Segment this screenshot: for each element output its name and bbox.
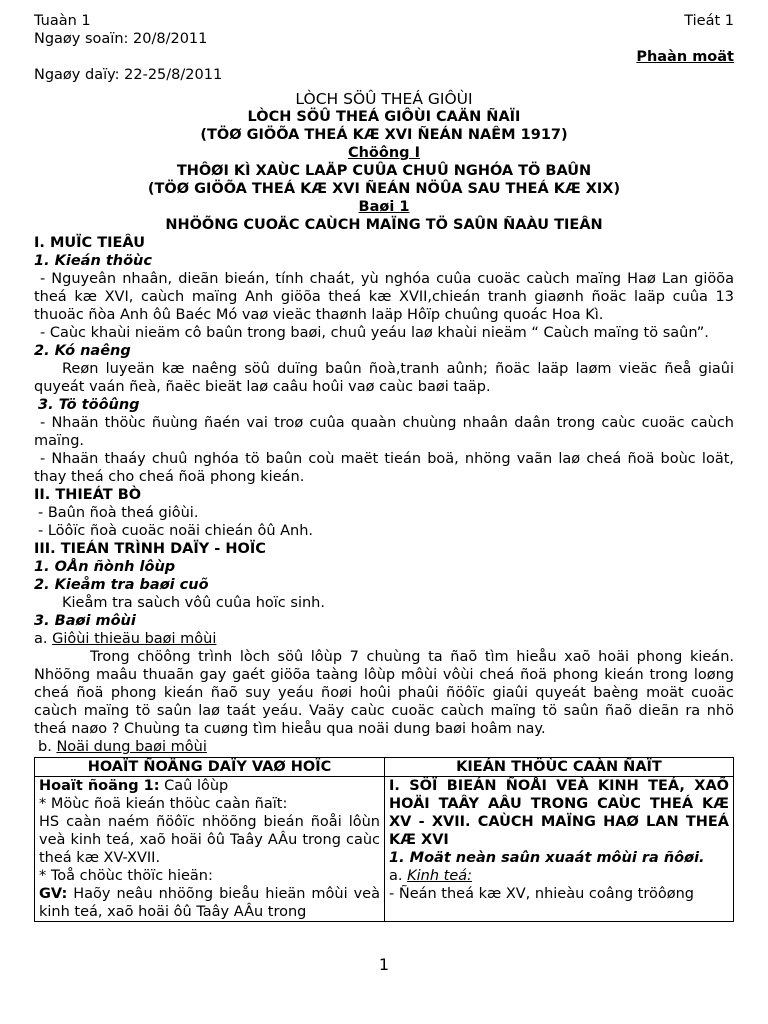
activity-line (39, 777, 380, 795)
title-period: (TÖØ GIÖÕA THEÁ KÆ XVI ÑEÁN NAÊM 1917) (200, 127, 568, 143)
col-activities-header: HOAÏT ÑOÄNG DAÏY VAØ HOÏC (35, 758, 385, 777)
teach-date: Ngaøy daïy: 22-25/8/2011 (34, 67, 223, 83)
knowledge-item-1: - Nguyeân nhaân, dieãn bieán, tính chaát, yù nghóa cuûa cuoäc caùch maïng Haø Lan giöõa theá kæ XVI, caùch maïng Anh giöõa theá kæ XVII,chieán tranh giaønh ñoäc laäp cuûa 13 thuoäc ñòa Anh ôû Baéc Mó vaø vieäc thaønh laäp Hôïp chuûng quoác Hoa Kì. (34, 271, 734, 323)
skills-text: Reøn luyeän kæ naêng söû duïng baûn ñoà,tranh aûnh; ñoäc laäp laøm vieäc ñeå giaûi quyeát vaán ñeà, ñaëc bieät laø caâu hoûi vaø caùc baøi taäp. (34, 361, 734, 395)
lesson-label: Baøi 1 (358, 199, 410, 215)
attitude-item-2: - Nhaän thaáy chuû nghóa tö baûn coù maët tieán boä, nhöng vaãn laø cheá ñoä boùc loät, thay theá cho cheá ñoä phong kieán. (34, 451, 734, 485)
organization-heading: * Toå chöùc thöïc hieän: (39, 868, 213, 884)
economy-prefix: a. (389, 868, 408, 884)
attitude-item-1: - Nhaän thöùc ñuùng ñaén vai troø cuûa quaàn chuùng nhaân daân trong caùc cuoäc caùch maïng. (34, 415, 734, 449)
table-header-row (35, 758, 734, 777)
chapter-title: THÔØI KÌ XAÙC LAÄP CUÛA CHUÛ NGHÓA TÖ BAÛN (176, 163, 592, 179)
chapter-subtitle: (TÖØ GIÖÕA THEÁ KÆ XVI ÑEÁN NÖÛA SAU THEÁ KÆ XIX) (147, 181, 621, 197)
chapter-label: Chöông I (347, 145, 421, 161)
teacher-label: GV: (39, 886, 68, 902)
step-1-heading: 1. OÅn ñònh lôùp (34, 559, 176, 575)
content-label: Noäi dung baøi môùi (56, 739, 207, 755)
knowledge-subheading: 1. Moät neàn saûn xuaát môùi ra ñôøi. (389, 850, 705, 866)
intro-label-row (34, 630, 734, 648)
knowledge-cell (385, 777, 734, 922)
requirement-heading: * Möùc ñoä kieán thöùc caàn ñaït: (39, 796, 288, 812)
knowledge-heading: 1. Kieán thöùc (34, 253, 152, 269)
attitude-heading: 3. Tö töôûng (38, 397, 140, 413)
table-row (35, 777, 734, 922)
economy-label: Kinh teá: (407, 868, 473, 884)
period-label: Tieát 1 (684, 13, 734, 29)
section-objectives-heading: I. MUÏC TIEÂU (34, 235, 145, 251)
title-modern: LÒCH SÖÛ THEÁ GIÔÙI CAÄN ÑAÏI (247, 109, 521, 125)
compose-date: Ngaøy soaïn: 20/8/2011 (34, 31, 208, 47)
week-label: Tuaàn 1 (34, 13, 91, 29)
section-process-heading: III. TIEÁN TRÌNH DAÏY - HOÏC (34, 541, 266, 557)
step-2-text: Kieåm tra saùch vôû cuûa hoïc sinh. (62, 595, 325, 611)
lesson-table (34, 757, 734, 922)
teacher-question (39, 885, 380, 921)
intro-prefix: a. (34, 631, 53, 647)
activities-cell (35, 777, 385, 922)
activity-label: Hoaït ñoäng 1: (39, 778, 160, 794)
knowledge-section-heading: I. SÖÏ BIEÁN ÑOÅI VEÀ KINH TEÁ, XAÕ HOÄI TAÂY AÂU TRONG CAÙC THEÁ KÆ XV - XVII. CAÙCH MAÏNG HAØ LAN THEÁ KÆ XVI (389, 778, 729, 848)
economy-text: - Ñeán theá kæ XV, nhieàu coâng tröôøng (389, 886, 694, 902)
equipment-item-1: - Baûn ñoà theá giôùi. (38, 505, 199, 521)
teacher-question-text: Haõy neâu nhöõng bieåu hieän môùi veà kinh teá, xaõ hoäi ôû Taây AÂu trong (39, 886, 380, 920)
intro-label: Giôùi thieäu baøi môùi (52, 631, 217, 647)
content-label-row (34, 738, 734, 756)
intro-paragraph: Trong chöông trình lòch söû lôùp 7 chuùng ta ñaõ tìm hieåu xaõ hoäi phong kieán. Nhöõng maâu thuaãn gay gaét giöõa taàng lôùp môùi vôùi cheá ñoä phong kieán trong loøng cheá ñoä phong kieán ñaõ suy yeáu ñoøi hoûi phaûi ñöôïc giaûi quyeát baèng moät cuoäc caùch maïng tö saûn laø taát yeáu. Vaäy caùc cuoäc caùch maïng tö saûn ñaõ dieãn ra nhö theá naøo ? Chuùng ta cuøng tìm hieåu qua noäi dung baøi hoâm nay. (34, 649, 734, 737)
skills-heading: 2. Kó naêng (34, 343, 131, 359)
equipment-item-2: - Löôïc ñoà cuoäc noäi chieán ôû Anh. (38, 523, 314, 539)
economy-label-row (389, 867, 729, 885)
content-prefix: b. (38, 739, 57, 755)
header-row (34, 12, 734, 30)
step-2-heading: 2. Kieåm tra baøi cuõ (34, 577, 209, 593)
section-equipment-heading: II. THIEÁT BÒ (34, 487, 142, 503)
part-label: Phaàn moät (636, 49, 734, 65)
page-number: 1 (378, 955, 390, 974)
title-main: LÒCH SÖÛ THEÁ GIÔÙI (295, 90, 473, 108)
step-3-heading: 3. Baøi môùi (34, 613, 136, 629)
activity-mode: Caû lôùp (159, 778, 229, 794)
knowledge-item-2: - Caùc khaùi nieäm cô baûn trong baøi, chuû yeáu laø khaùi nieäm “ Caùch maïng tö saûn”. (40, 325, 709, 341)
lesson-title: NHÖÕNG CUOÄC CAÙCH MAÏNG TÖ SAÛN ÑAÀU TIEÂN (165, 217, 603, 233)
col-knowledge-header: KIEÁN THÖÙC CAÀN ÑAÏT (385, 758, 734, 777)
requirement-text: HS caàn naém ñöôïc nhöõng bieán ñoåi lôùn veà kinh teá, xaõ hoäi ôû Taây AÂu trong caùc theá kæ XV-XVII. (39, 814, 380, 866)
